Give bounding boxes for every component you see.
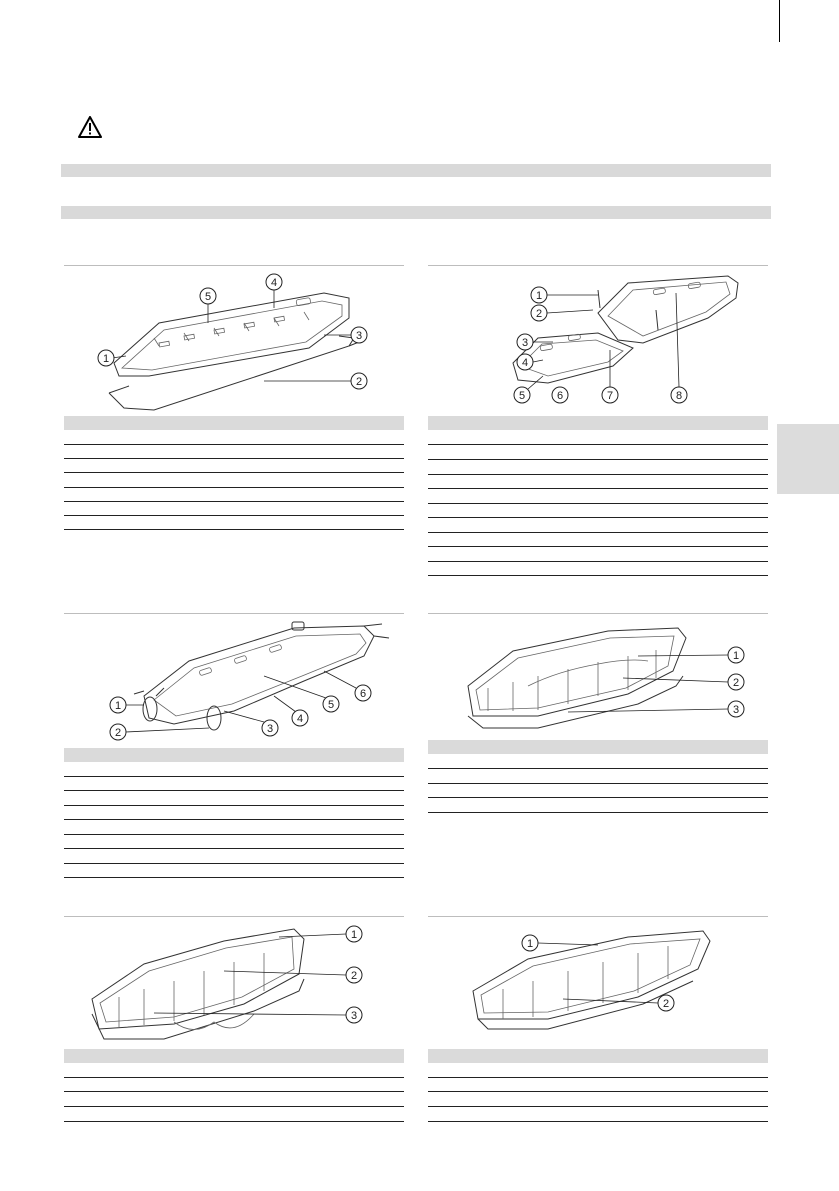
table-row bbox=[428, 1107, 768, 1122]
table-row bbox=[64, 445, 404, 459]
parts-table bbox=[428, 416, 768, 576]
table-row bbox=[428, 754, 768, 769]
table-row bbox=[64, 777, 404, 791]
basket-figure bbox=[428, 919, 768, 1049]
svg-text:5: 5 bbox=[327, 699, 335, 711]
table-row bbox=[428, 533, 768, 547]
svg-text:3: 3 bbox=[732, 704, 740, 716]
svg-text:3: 3 bbox=[350, 1010, 358, 1022]
table-row bbox=[64, 473, 404, 488]
figure-rule bbox=[428, 613, 768, 614]
table-row bbox=[428, 784, 768, 798]
table-row bbox=[64, 459, 404, 473]
svg-text:1: 1 bbox=[102, 353, 110, 365]
svg-text:2: 2 bbox=[732, 677, 740, 689]
basket-figure bbox=[64, 919, 404, 1049]
table-row bbox=[428, 1092, 768, 1107]
table-row bbox=[64, 1063, 404, 1078]
table-header bbox=[428, 416, 768, 430]
stretcher-figure bbox=[64, 616, 404, 748]
table-row bbox=[428, 547, 768, 562]
svg-text:1: 1 bbox=[350, 929, 358, 941]
figure-rule bbox=[428, 265, 768, 266]
svg-text:1: 1 bbox=[114, 700, 122, 712]
table-header bbox=[428, 740, 768, 754]
table-row bbox=[428, 504, 768, 518]
parts-table bbox=[64, 1049, 404, 1122]
svg-text:5: 5 bbox=[204, 291, 212, 303]
svg-text:7: 7 bbox=[606, 390, 614, 402]
svg-text:6: 6 bbox=[359, 688, 367, 700]
svg-text:2: 2 bbox=[662, 998, 670, 1010]
svg-text:1: 1 bbox=[535, 290, 543, 302]
table-row bbox=[64, 864, 404, 878]
warning-triangle-icon bbox=[78, 116, 102, 138]
figure-rule bbox=[64, 916, 404, 917]
stretcher-figure bbox=[64, 268, 404, 414]
parts-table bbox=[428, 1049, 768, 1122]
basket-figure bbox=[428, 616, 768, 740]
table-row bbox=[428, 460, 768, 475]
crop-mark bbox=[779, 0, 780, 42]
table-row bbox=[428, 489, 768, 504]
svg-text:5: 5 bbox=[518, 390, 526, 402]
table-row bbox=[64, 849, 404, 864]
table-row bbox=[64, 516, 404, 530]
chapter-tab bbox=[777, 424, 839, 494]
svg-text:2: 2 bbox=[535, 308, 543, 320]
table-row bbox=[64, 1107, 404, 1122]
svg-text:3: 3 bbox=[266, 723, 274, 735]
svg-text:4: 4 bbox=[296, 713, 304, 725]
svg-text:8: 8 bbox=[675, 390, 683, 402]
subsection-heading-bar bbox=[61, 206, 771, 219]
table-header bbox=[64, 416, 404, 430]
table-row bbox=[64, 502, 404, 516]
svg-text:6: 6 bbox=[556, 390, 564, 402]
table-row bbox=[428, 1078, 768, 1092]
parts-table bbox=[428, 740, 768, 813]
svg-text:2: 2 bbox=[350, 970, 358, 982]
svg-text:4: 4 bbox=[270, 277, 278, 289]
table-row bbox=[64, 488, 404, 502]
figure-rule bbox=[64, 265, 404, 266]
table-row bbox=[428, 798, 768, 813]
table-row bbox=[428, 562, 768, 576]
table-header bbox=[428, 1049, 768, 1063]
parts-table bbox=[64, 748, 404, 878]
figure-rule bbox=[64, 613, 404, 614]
table-row bbox=[64, 806, 404, 820]
table-row bbox=[64, 1078, 404, 1092]
svg-text:1: 1 bbox=[526, 938, 534, 950]
svg-text:2: 2 bbox=[114, 727, 122, 739]
svg-text:3: 3 bbox=[521, 337, 529, 349]
table-row bbox=[64, 430, 404, 445]
table-header bbox=[64, 1049, 404, 1063]
figure-rule bbox=[428, 916, 768, 917]
svg-text:1: 1 bbox=[732, 650, 740, 662]
table-header bbox=[64, 748, 404, 762]
table-row bbox=[428, 475, 768, 489]
table-row bbox=[64, 791, 404, 806]
table-row bbox=[64, 835, 404, 849]
table-row bbox=[428, 445, 768, 460]
stretcher-figure bbox=[428, 268, 768, 414]
svg-text:3: 3 bbox=[355, 330, 363, 342]
svg-text:2: 2 bbox=[355, 376, 363, 388]
table-row bbox=[64, 820, 404, 835]
svg-text:4: 4 bbox=[521, 357, 529, 369]
table-row bbox=[428, 1063, 768, 1078]
parts-table bbox=[64, 416, 404, 530]
section-heading-bar bbox=[61, 164, 771, 177]
table-row bbox=[428, 430, 768, 445]
table-row bbox=[428, 518, 768, 533]
table-row bbox=[64, 762, 404, 777]
table-row bbox=[428, 769, 768, 784]
table-row bbox=[64, 1092, 404, 1107]
